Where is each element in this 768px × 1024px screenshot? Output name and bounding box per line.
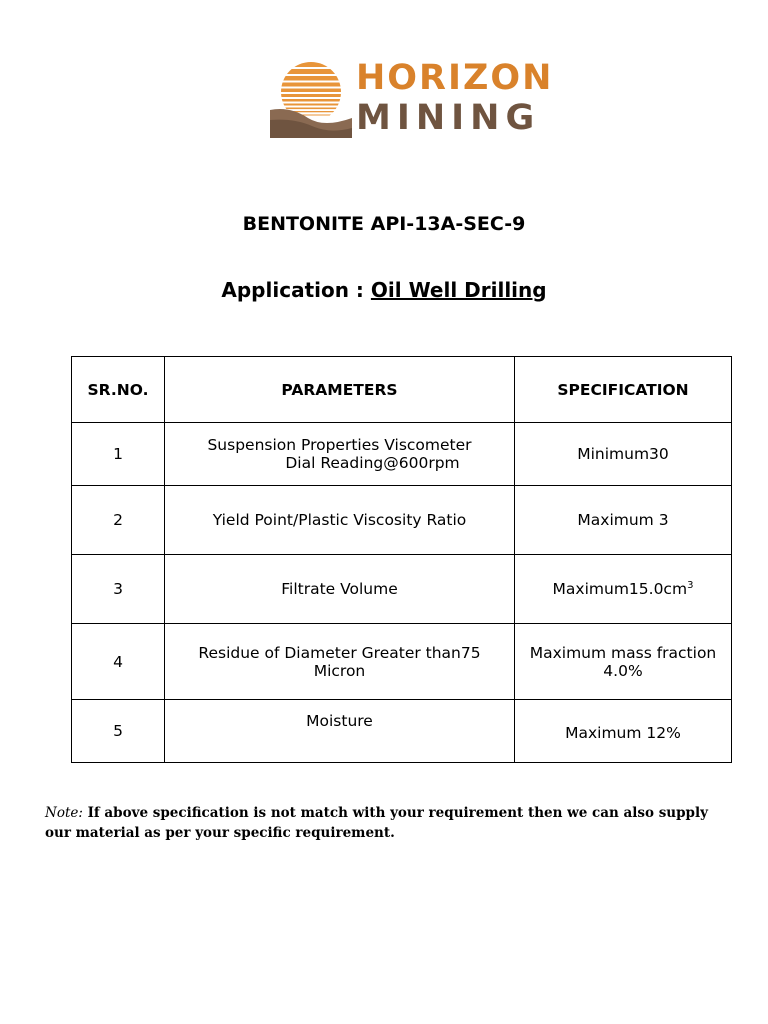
row-parameter: Moisture xyxy=(165,700,515,763)
row-number: 4 xyxy=(72,624,165,700)
row-specification xyxy=(515,624,732,700)
row-specification: Maximum 3 xyxy=(515,486,732,555)
company-logo xyxy=(268,56,554,142)
row-number: 3 xyxy=(72,555,165,624)
spec-line: 4.0% xyxy=(603,661,643,680)
row-parameter: Filtrate Volume xyxy=(165,555,515,624)
header-specification: SPECIFICATION xyxy=(515,357,732,423)
row-parameter xyxy=(165,423,515,486)
sun-over-hills-icon xyxy=(268,56,354,142)
logo-text-horizon: HORIZON xyxy=(356,58,554,98)
application-value: Oil Well Drilling xyxy=(370,278,547,302)
table-header-row xyxy=(72,357,732,423)
row-number: 1 xyxy=(72,423,165,486)
application-line xyxy=(0,278,768,302)
spec-value: Maximum15.0cm xyxy=(552,580,688,599)
row-parameter: Yield Point/Plastic Viscosity Ratio xyxy=(165,486,515,555)
note-text: If above specification is not match with your requirement then we can also supply our material as per your specific requirement. xyxy=(45,805,708,841)
table-row xyxy=(72,700,732,763)
application-prefix: Application : xyxy=(221,278,371,302)
note-paragraph xyxy=(45,803,725,843)
row-parameter xyxy=(165,624,515,700)
header-parameters: PARAMETERS xyxy=(165,357,515,423)
table-row xyxy=(72,555,732,624)
logo-text-mining: MINING xyxy=(356,98,541,138)
table-row xyxy=(72,423,732,486)
parameter-line: Micron xyxy=(313,661,366,680)
spec-line: Maximum mass fraction xyxy=(529,643,717,662)
row-number: 5 xyxy=(72,700,165,763)
header-sr-no: SR.NO. xyxy=(72,357,165,423)
document-title: BENTONITE API-13A-SEC-9 xyxy=(242,213,526,235)
table-row xyxy=(72,486,732,555)
specification-table xyxy=(71,356,732,763)
row-specification xyxy=(515,555,732,624)
table-row xyxy=(72,624,732,700)
row-number: 2 xyxy=(72,486,165,555)
parameter-line: Residue of Diameter Greater than75 xyxy=(198,643,481,662)
parameter-line: Suspension Properties Viscometer xyxy=(207,436,472,454)
row-specification: Maximum 12% xyxy=(515,700,732,763)
row-specification: Minimum30 xyxy=(515,423,732,486)
parameter-line: Dial Reading@600rpm xyxy=(285,454,460,472)
spec-superscript: 3 xyxy=(687,579,694,591)
note-label: Note: xyxy=(45,805,83,821)
